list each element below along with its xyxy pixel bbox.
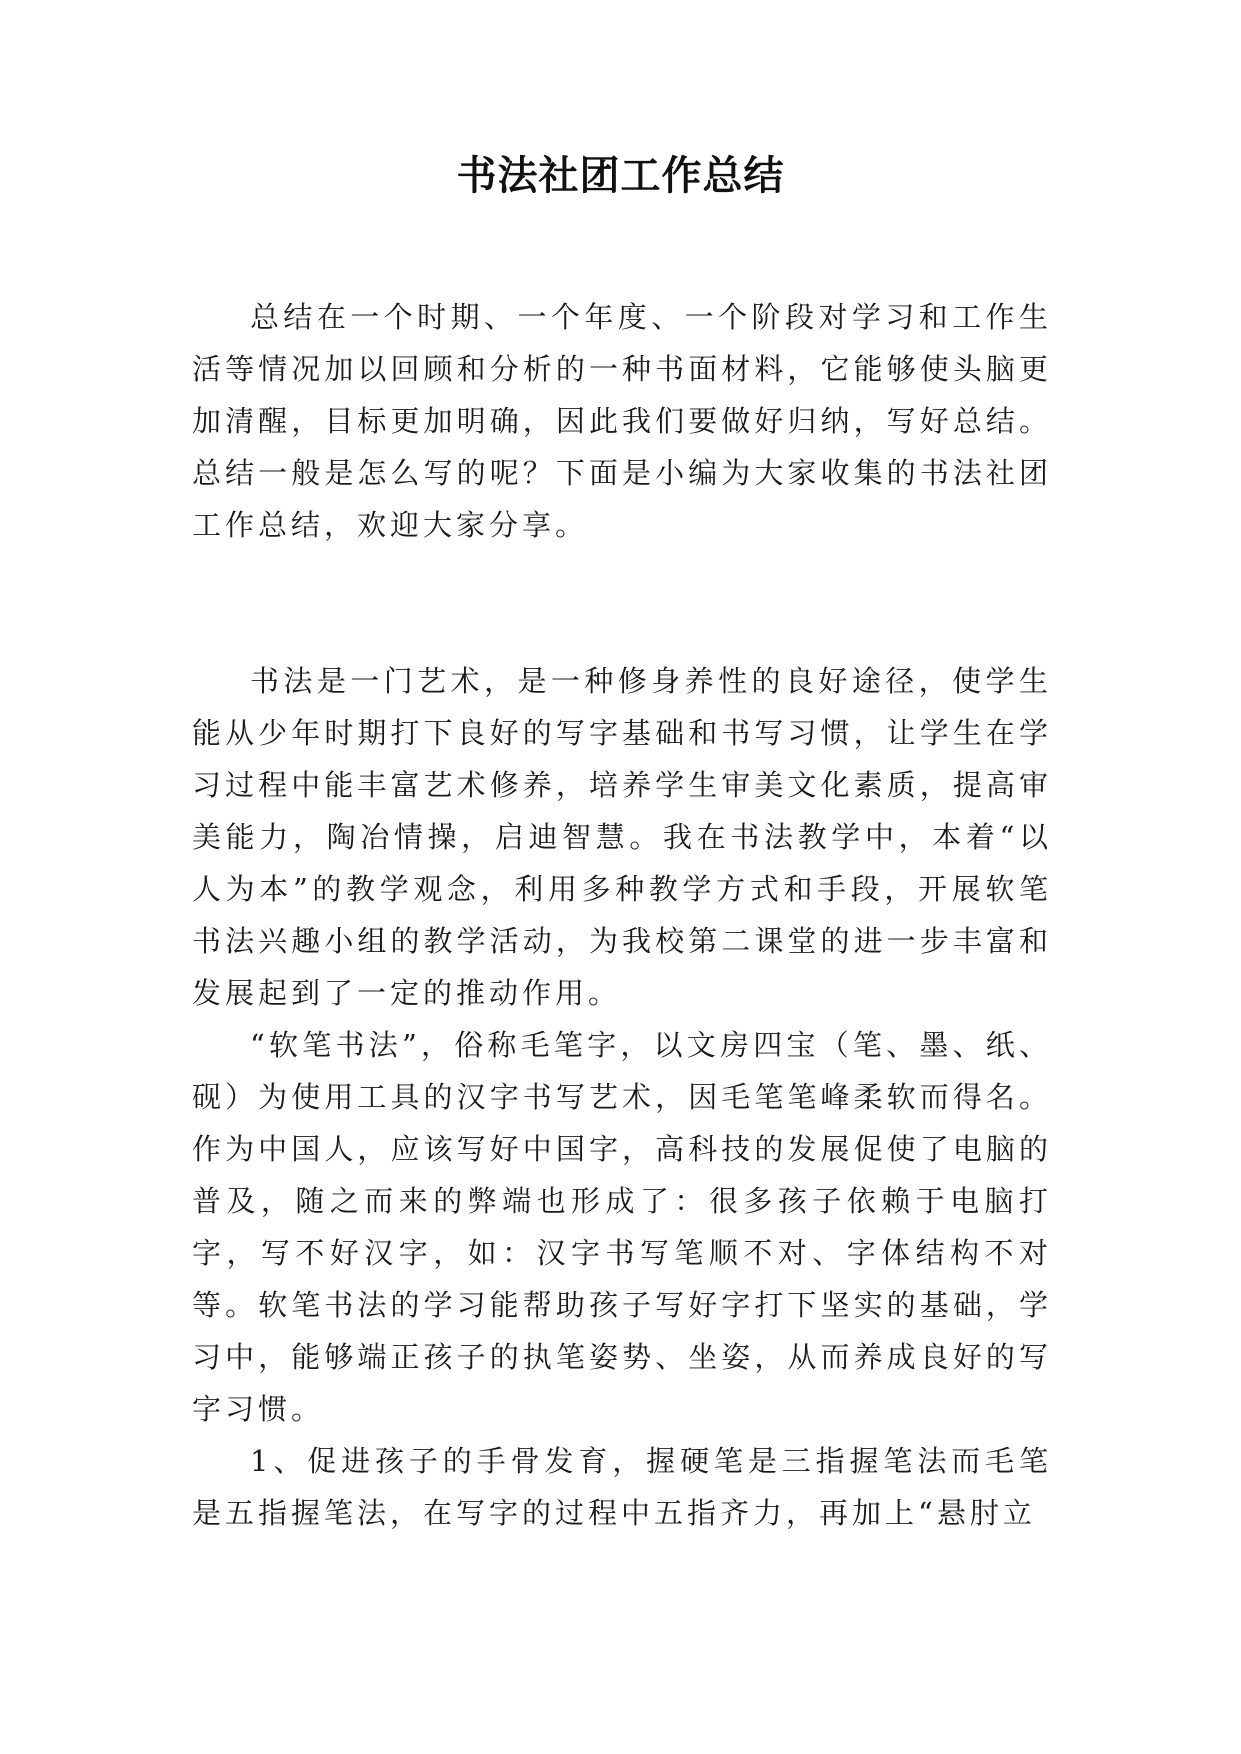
- document-title: 书法社团工作总结: [456, 152, 785, 199]
- body-paragraph-point-1: 1、促进孩子的手骨发育，握硬笔是三指握笔法而毛笔是五指握笔法，在写字的过程中五指齐力，再加上“悬肘立: [192, 1444, 1052, 1530]
- body-paragraph-soft-brush: “软笔书法”，俗称毛笔字，以文房四宝（笔、墨、纸、砚）为使用工具的汉字书写艺术，因毛笔笔峰柔软而得名。作为中国人，应该写好中国字，高科技的发展促使了电脑的普及，随之而来的弊端也形成了：很多孩子依赖于电脑打字，写不好汉字，如：汉字书写笔顺不对、字体结构不对等。软笔书法的学习能帮助孩子写好字打下坚实的基础，学习中，能够端正孩子的执笔姿势、坐姿，从而养成良好的写字习惯。: [192, 1028, 1052, 1426]
- body-paragraph-calligraphy-art: 书法是一门艺术，是一种修身养性的良好途径，使学生能从少年时期打下良好的写字基础和书写习惯，让学生在学习过程中能丰富艺术修养，培养学生审美文化素质，提高审美能力，陶冶情操，启迪智慧。我在书法教学中，本着“以人为本”的教学观念，利用多种教学方式和手段，开展软笔书法兴趣小组的教学活动，为我校第二课堂的进一步丰富和发展起到了一定的推动作用。: [192, 664, 1052, 1010]
- paragraph-gap: [192, 551, 1052, 603]
- paragraph-gap: [192, 603, 1052, 655]
- document-body: [192, 291, 1052, 1539]
- intro-paragraph: 总结在一个时期、一个年度、一个阶段对学习和工作生活等情况加以回顾和分析的一种书面材料，它能够使头脑更加清醒，目标更加明确，因此我们要做好归纳，写好总结。总结一般是怎么写的呢？下面是小编为大家收集的书法社团工作总结，欢迎大家分享。: [192, 300, 1052, 542]
